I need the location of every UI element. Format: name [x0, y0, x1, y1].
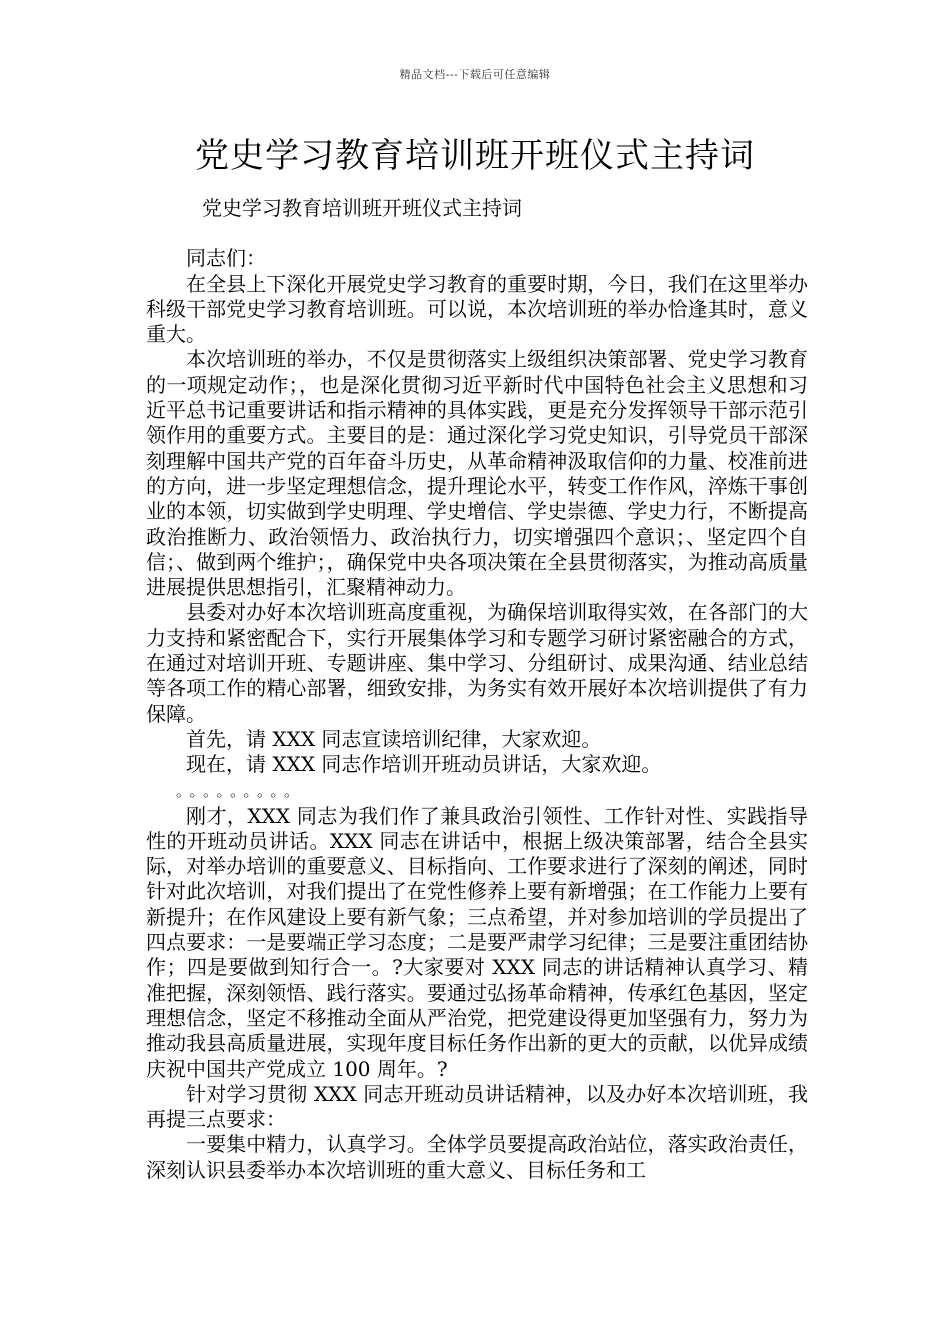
- document-title: 党史学习教育培训班开班仪式主持词: [195, 136, 755, 176]
- paragraph: 针对学习贯彻 XXX 同志开班动员讲话精神，以及办好本次培训班，我再提三点要求：: [146, 1081, 808, 1132]
- paragraph: 在全县上下深化开展党史学习教育的重要时期，今日，我们在这里举办科级干部党史学习教育培训班。可以说，本次培训班的举办恰逢其时，意义重大。: [146, 271, 808, 347]
- paragraph: 现在，请 XXX 同志作培训开班动员讲话，大家欢迎。: [186, 752, 662, 777]
- salutation: 同志们：: [186, 246, 266, 271]
- paragraph: 本次培训班的举办，不仅是贯彻落实上级组织决策部署、党史学习教育的一项规定动作；，也是深化贯彻习近平新时代中国特色社会主义思想和习近平总书记重要讲话和指示精神的具体实践，更是充分发挥领导干部示范引领作用的重要方式。主要目的是：通过深化学习党史知识，引导党员干部深刻理解中国共产党的百年奋斗历史，从革命精神汲取信仰的力量、校准前进的方向，进一步坚定理想信念，提升理论水平，转变工作作风，淬炼干事创业的本领，切实做到学史明理、学史增信、学史崇德、学史力行，不断提高政治推断力、政治领悟力、政治执行力，切实增强四个意识；、坚定四个自信；、做到两个维护；，确保党中央各项决策在全县贯彻落实，为推动高质量进展提供思想指引，汇聚精神动力。: [146, 347, 808, 600]
- paragraph: 一要集中精力，认真学习。全体学员要提高政治站位，落实政治责任，深刻认识县委举办本次培训班的重大意义、目标任务和工: [146, 1132, 808, 1182]
- document-body: [146, 196, 808, 1183]
- paragraph: 首先，请 XXX 同志宣读培训纪律，大家欢迎。: [186, 726, 602, 751]
- paragraph: 刚才，XXX 同志为我们作了兼具政治引领性、工作针对性、实践指导性的开班动员讲话。XXX 同志在讲话中，根据上级决策部署，结合全县实际，对举办培训的重要意义、目标指向、工作要求进行了深刻的阐述，同时针对此次培训，对我们提出了在党性修养上要有新增强；在工作能力上要有新提升；在作风建设上要有新气象；三点希望，并对参加培训的学员提出了四点要求：一是要端正学习态度；二是要严肃学习纪律；三是要注重团结协作；四是要做到知行合一。?大家要对 XXX 同志的讲话精神认真学习、精准把握，深刻领悟、践行落实。要通过弘扬革命精神，传承红色基因，坚定理想信念，坚定不移推动全面从严治党，把党建设得更加坚强有力，努力为推动我县高质量进展，实现年度目标任务作出新的更大的贡献，以优异成绩庆祝中国共产党成立 100 周年。?: [146, 803, 808, 1081]
- header-note: 精品文档---下载后可任意编辑: [399, 68, 551, 81]
- paragraph: 县委对办好本次培训班高度重视，为确保培训取得实效，在各部门的大力支持和紧密配合下，实行开展集体学习和专题学习研讨紧密融合的方式，在通过对培训开班、专题讲座、集中学习、分组研讨、成果沟通、结业总结等各项工作的精心部署，细致安排，为务实有效开展好本次培训提供了有力保障。: [146, 600, 808, 726]
- ellipsis-dots: 。。。。。。。。。: [176, 781, 306, 800]
- subtitle: 党史学习教育培训班开班仪式主持词: [202, 196, 522, 220]
